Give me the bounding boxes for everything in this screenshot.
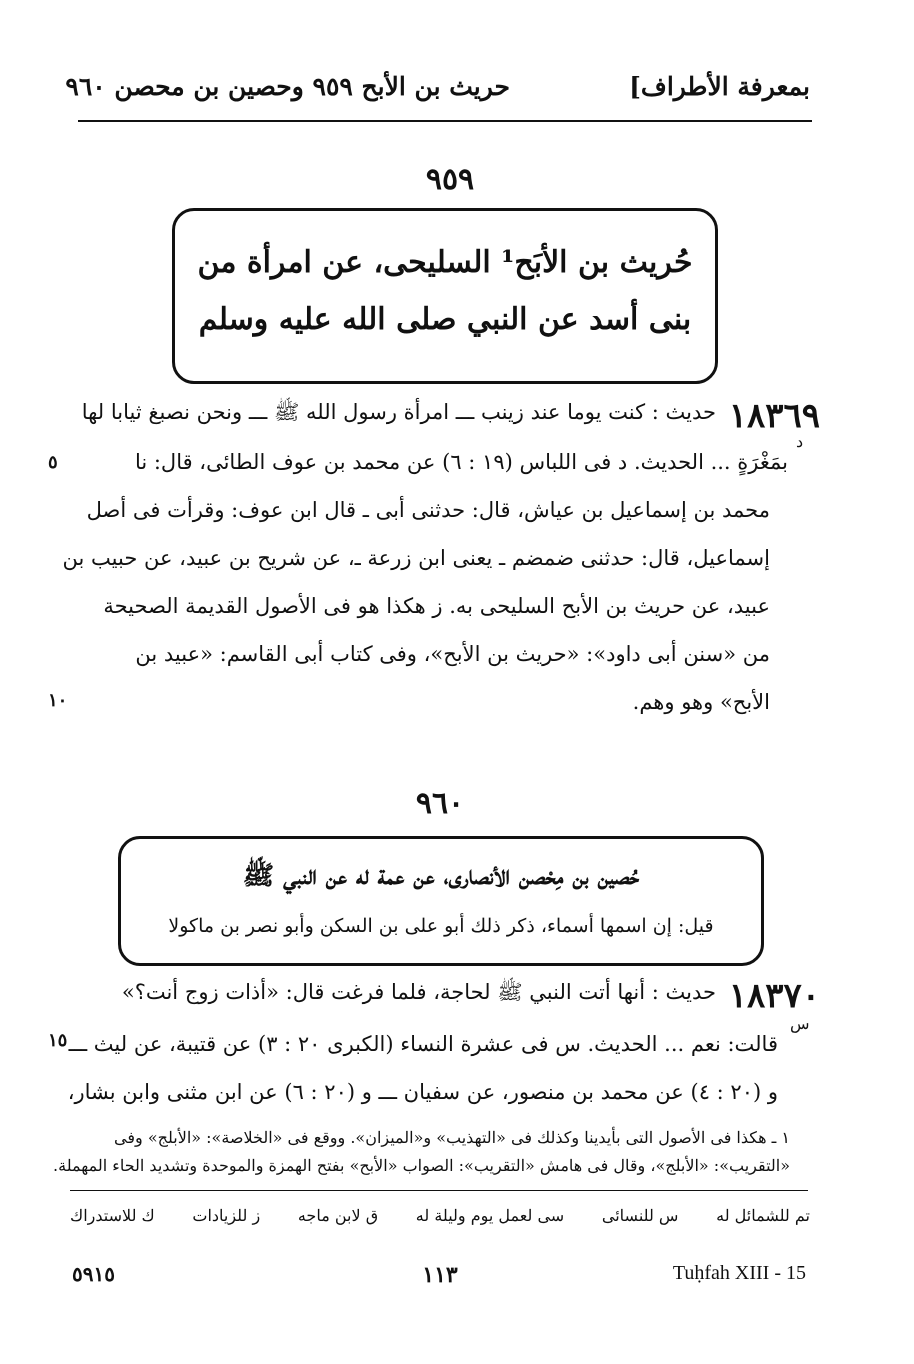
siglum-nasai: س للنسائى	[601, 1206, 679, 1225]
siglum-shamail: تم للشمائل له	[716, 1206, 810, 1225]
text-line-959-1: حديث : كنت يوما عند زينب ـــ امرأة رسول الله ﷺ ـــ ونحن نصبغ ثيابا لها	[81, 400, 716, 424]
line-marker-15: ١٥	[48, 1030, 68, 1051]
footer-code: ٥٩١٥	[72, 1262, 115, 1286]
siglum-ibn-majah: ق لابن ماجه	[297, 1206, 379, 1225]
line-marker-10: ١٠	[48, 690, 68, 711]
text-line-960-1: حديث : أنها أتت النبي ﷺ لحاجة، فلما فرغت قال: «أذات زوج أنت؟»	[121, 980, 716, 1004]
text-line-959-4: إسماعيل، قال: حدثنى ضمضم ـ يعنى ابن زرعة ـ، عن شريح بن عبيد، عن حبيب بن	[62, 546, 770, 570]
text-line-959-2: بمَغْرَةٍ ... الحديث. د فى اللباس (١٩ : ٦) عن محمد بن عوف الطائى، قال: نا	[134, 450, 788, 474]
siglum-istidrak: ك للاستدراك	[70, 1206, 155, 1225]
entry-siglum-18369: د	[796, 432, 804, 451]
text-line-959-6: من «سنن أبى داود»: «حريث بن الأبح»، وفى كتاب أبى القاسم: «عبيد بن	[135, 642, 770, 666]
sigla-legend	[70, 1206, 810, 1225]
entry-number-18370: ١٨٣٧٠	[728, 976, 820, 1016]
footnote-line-1: ١ ـ هكذا فى الأصول التى بأيدينا وكذلك فى «التهذيب» و«الميزان». ووقع فى «الخلاصة»: «الأبلج» وفى	[114, 1128, 790, 1147]
section-title-960-line2: قيل: إن اسمها أسماء، ذكر ذلك أبو على بن السكن وأبو نصر بن ماكولا	[168, 915, 714, 937]
header-rule	[78, 120, 812, 122]
text-line-959-7: الأبح» وهو وهم.	[632, 690, 770, 714]
entry-number-18369: ١٨٣٦٩	[728, 396, 820, 436]
page-number: ١١٣	[422, 1262, 458, 1288]
text-line-960-2: قالت: نعم ... الحديث. س فى عشرة النساء (الكبرى ٢٠ : ٣) عن قتيبة، عن ليث ـــ	[68, 1032, 778, 1056]
section-title-box-959	[172, 208, 718, 384]
section-title-959-line2: بنى أسد عن النبي صلى الله عليه وسلم	[198, 302, 692, 337]
entry-siglum-18370: س	[790, 1014, 810, 1033]
section-number-960: ٩٦٠	[415, 786, 465, 821]
section-number-959: ٩٥٩	[425, 162, 475, 197]
volume-label: Tuḥfah XIII - 15	[672, 1262, 806, 1284]
section-title-959-line1: حُريث بن الأبَح¹ السليحى، عن امرأة من	[197, 245, 693, 280]
text-line-959-3: محمد بن إسماعيل بن عياش، قال: حدثنى أبى ـ قال ابن عوف: وقرأت فى أصل	[86, 498, 770, 522]
section-title-960-line1: حُصين بن مِحْصن الأنصارى، عن عمة له عن النبي ﷺ	[242, 861, 640, 891]
running-header-left: حريث بن الأبح ٩٥٩ وحصين بن محصن ٩٦٠	[65, 72, 510, 101]
line-marker-5: ٥	[48, 452, 58, 473]
section-title-box-960	[118, 836, 764, 966]
running-header-right: بمعرفة الأطراف]	[629, 72, 810, 101]
siglum-ziyadat: ز للزيادات	[192, 1206, 261, 1225]
siglum-amal-yawm: سى لعمل يوم وليلة له	[415, 1206, 565, 1225]
sigla-rule	[70, 1190, 808, 1191]
footnote-line-2: «التقريب»: «الأبلج»، وقال فى هامش «التقريب»: الصواب «الأبح» بفتح الهمزة والموحدة وتشديد الحاء المهملة.	[53, 1156, 790, 1175]
text-line-959-5: عبيد، عن حريث بن الأبح السليحى به. ز هكذا هو فى الأصول القديمة الصحيحة	[103, 594, 770, 618]
text-line-960-3: و (٢٠ : ٤) عن محمد بن منصور، عن سفيان ـــ و (٢٠ : ٦) عن ابن مثنى وابن بشار،	[67, 1080, 778, 1104]
